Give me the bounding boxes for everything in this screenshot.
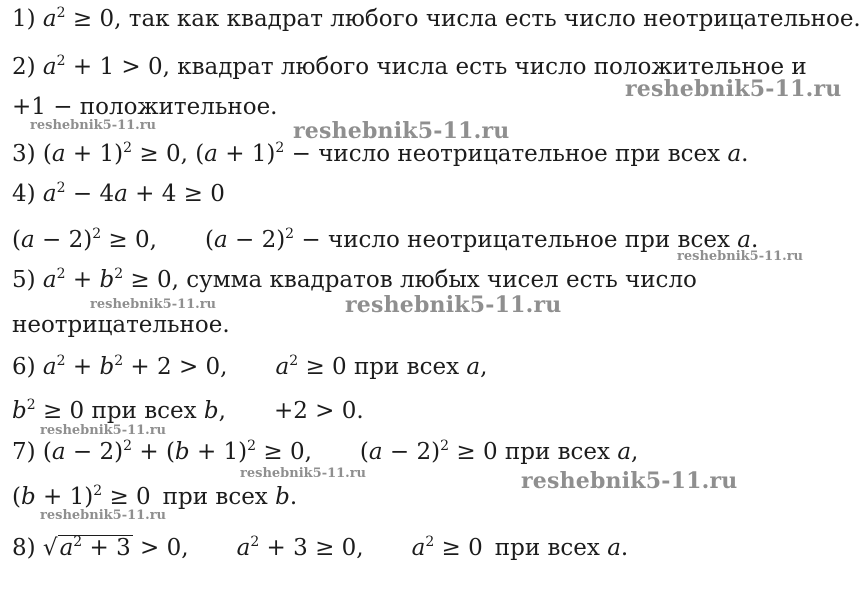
watermark: reshebnik5-11.ru	[40, 508, 167, 523]
solution-line-6-continued: $b^2 \ge 0$ при всех b, +2 > 0.	[12, 397, 364, 424]
solution-line-3: 3) $(a + 1)^2 \ge 0$, $(a + 1)^2$ − число неотрицательное при всех a.	[12, 140, 749, 167]
solution-line-6: 6) $a^2 + b^2 + 2 > 0$, $a^2 \ge 0$ при всех a,	[12, 353, 488, 380]
item-number: 1)	[12, 6, 36, 32]
solution-line-5: 5) $a^2 + b^2 \ge 0$, сумма квадратов любых чисел есть число	[12, 266, 697, 293]
watermark: reshebnik5-11.ru	[30, 118, 157, 133]
solution-line-4: 4) $a^2 - 4a + 4 \ge 0$	[12, 180, 225, 207]
watermark: reshebnik5-11.ru	[345, 292, 562, 318]
item-number: 3)	[12, 141, 36, 167]
watermark: reshebnik5-11.ru	[240, 466, 367, 481]
item-number: 8)	[12, 535, 36, 561]
item-number: 5)	[12, 267, 36, 293]
watermark: reshebnik5-11.ru	[521, 468, 738, 494]
solution-line-4-result: $(a - 2)^2 \ge 0$, $(a - 2)^2$ − число неотрицательное при всех a.	[12, 226, 759, 253]
watermark: reshebnik5-11.ru	[677, 249, 804, 264]
watermark: reshebnik5-11.ru	[40, 423, 167, 438]
solution-line-7-continued: $(b + 1)^2 \ge 0$ при всех b.	[12, 483, 298, 510]
solution-line-8: 8) $√a^2 + 3 > 0$, $a^2 + 3 \ge 0$, $a^2 \ge 0$ при всех a.	[12, 534, 629, 561]
watermark: reshebnik5-11.ru	[625, 76, 842, 102]
solution-line-2: 2) $a^2 + 1 > 0$, квадрат любого числа есть число положительное и	[12, 53, 807, 80]
item-number: 4)	[12, 181, 36, 207]
solution-line-7: 7) $(a - 2)^2 + (b + 1)^2 \ge 0$, $(a - 2)^2 \ge 0$ при всех a,	[12, 438, 639, 465]
item-number: 7)	[12, 439, 36, 465]
item-number: 6)	[12, 354, 36, 380]
solution-line-5-continued: неотрицательное.	[12, 312, 230, 338]
watermark: reshebnik5-11.ru	[293, 118, 510, 144]
item-text: так как квадрат любого числа есть число неотрицательное.	[128, 6, 861, 32]
solution-line-2-continued: +1 − положительное.	[12, 94, 278, 120]
item-number: 2)	[12, 54, 36, 80]
watermark: reshebnik5-11.ru	[90, 297, 217, 312]
solution-line-1: 1) $a^2 \ge 0$, так как квадрат любого числа есть число неотрицательное.	[12, 5, 861, 32]
